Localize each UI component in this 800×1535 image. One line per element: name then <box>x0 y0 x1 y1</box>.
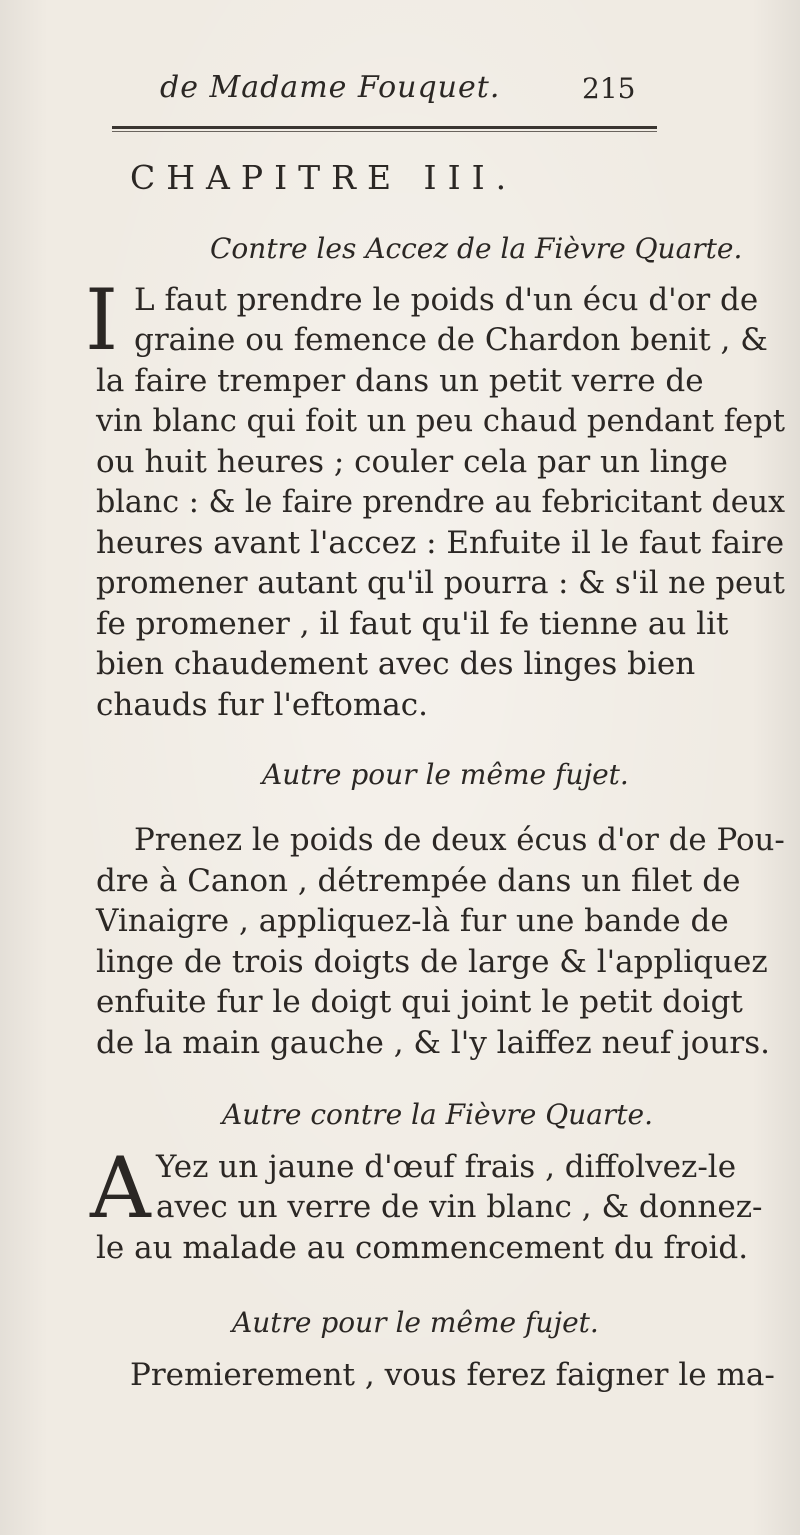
section-1-line-7: heures avant l'accez : Enfuite il le faut faire <box>96 525 785 561</box>
section-1-line-2: graine ou femence de Chardon benit , & <box>134 322 768 358</box>
header-rule-thin <box>112 131 657 132</box>
section-1-line-5: ou huit heures ; couler cela par un linge <box>96 444 728 480</box>
section-4-line-1: Premierement , vous ferez faigner le ma- <box>130 1357 775 1393</box>
section-1-line-10: bien chaudement avec des linges bien <box>96 646 696 682</box>
section-3-line-3: le au malade au commencement du froid. <box>96 1230 749 1266</box>
section-3-line-2: avec un verre de vin blanc , & donnez- <box>156 1189 763 1225</box>
section-heading-1: Contre les Accez de la Fièvre Quarte. <box>210 232 743 265</box>
running-title: de Madame Fouquet. <box>160 70 501 105</box>
section-2-line-1: Prenez le poids de deux écus d'or de Pou- <box>134 822 785 858</box>
section-2-line-2: dre à Canon , détrempée dans un filet de <box>96 863 741 899</box>
section-1-line-3: la faire tremper dans un petit verre de <box>96 363 704 399</box>
section-heading-4: Autre pour le même fujet. <box>232 1306 599 1339</box>
chapter-heading: CHAPITRE III. <box>130 158 518 197</box>
section-1-line-4: vin blanc qui foit un peu chaud pendant fept <box>96 403 785 439</box>
section-heading-2: Autre pour le même fujet. <box>262 758 629 791</box>
dropcap-2: A <box>90 1139 151 1237</box>
section-2-line-6: de la main gauche , & l'y laiffez neuf jours. <box>96 1025 770 1061</box>
section-1-line-11: chauds fur l'eftomac. <box>96 687 428 723</box>
section-3-line-1: Yez un jaune d'œuf frais , diffolvez-le <box>156 1149 737 1185</box>
section-2-line-5: enfuite fur le doigt qui joint le petit doigt <box>96 984 743 1020</box>
section-2-line-4: linge de trois doigts de large & l'appliquez <box>96 944 768 980</box>
section-1-line-9: fe promener , il faut qu'il fe tienne au lit <box>96 606 729 642</box>
section-1-line-6: blanc : & le faire prendre au febricitant deux <box>96 484 785 520</box>
page-number: 215 <box>582 72 636 105</box>
running-head <box>0 70 800 110</box>
header-rule <box>112 126 657 129</box>
section-1-line-8: promener autant qu'il pourra : & s'il ne peut <box>96 565 785 601</box>
section-1-line-1: L faut prendre le poids d'un écu d'or de <box>134 282 759 318</box>
section-2-line-3: Vinaigre , appliquez-là fur une bande de <box>96 903 729 939</box>
section-heading-3: Autre contre la Fièvre Quarte. <box>222 1098 654 1131</box>
dropcap-1: I <box>85 271 119 369</box>
